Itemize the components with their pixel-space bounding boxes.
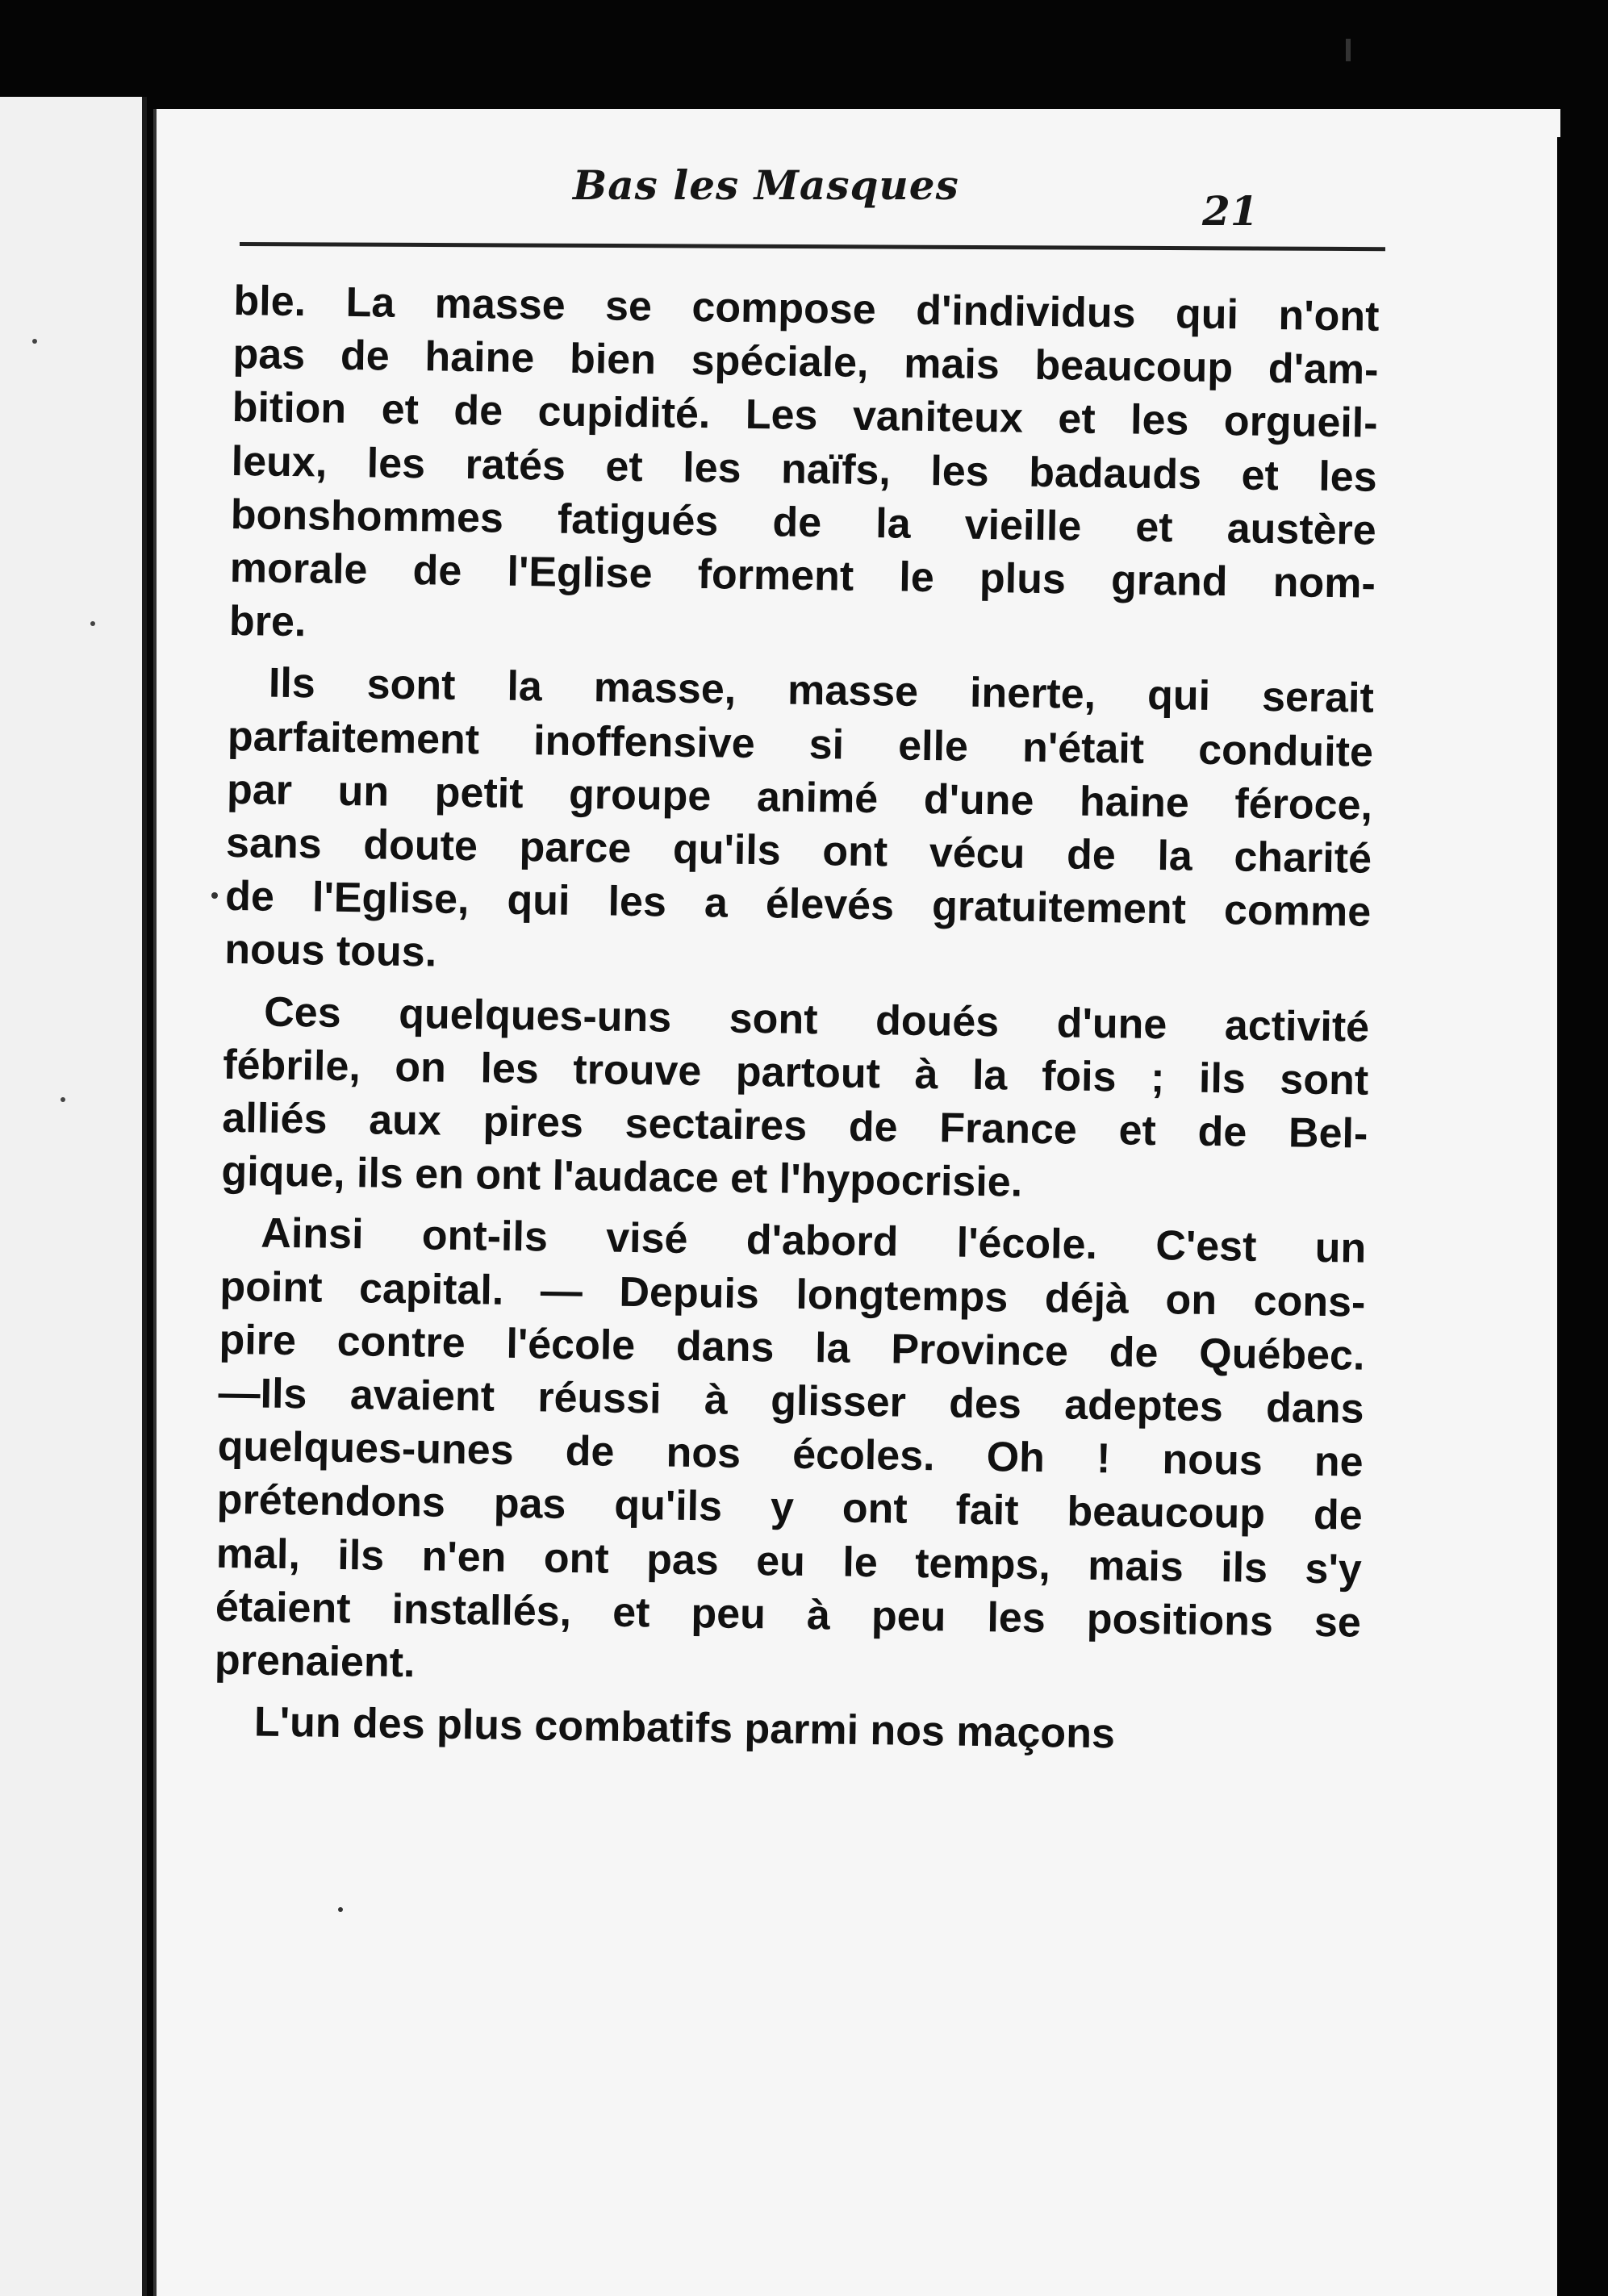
paragraph <box>215 1206 1367 1703</box>
text-line: étaient installés, et peu à peu les positions se <box>215 1583 1362 1647</box>
scan-dark-margin <box>1557 137 1608 2296</box>
text-line: ble. La masse se compose d'individus qui n'ont <box>233 277 1380 340</box>
text-line: prétendons pas qu'ils y ont fait beaucoup de <box>216 1476 1364 1540</box>
paragraph <box>229 274 1380 664</box>
scan-speck <box>32 339 37 344</box>
text-line: quelques-unes de nos écoles. Oh ! nous ne <box>217 1423 1364 1486</box>
running-title: Bas les Masques <box>573 161 959 209</box>
text-line: pas de haine bien spéciale, mais beaucoup d'am- <box>232 331 1379 394</box>
paragraph <box>221 985 1370 1215</box>
text-line: bre. <box>228 598 307 646</box>
scan-speck <box>61 1097 65 1102</box>
text-line: gique, ils en ont l'audace et l'hypocrisie. <box>221 1148 1023 1206</box>
text-line: pire contre l'école dans la Province de Québec. <box>219 1316 1365 1380</box>
text-line: alliés aux pires sectaires de France et de Bel- <box>221 1094 1368 1158</box>
text-line: Ils sont la masse, masse inerte, qui serait <box>268 660 1375 723</box>
text-line: Ces quelques-uns sont doués d'une activité <box>263 988 1370 1051</box>
text-line: sans doute parce qu'ils ont vécu de la charité <box>225 819 1372 883</box>
text-line: morale de l'Eglise forment le plus grand nom- <box>229 544 1376 607</box>
text-line: prenaient. <box>214 1636 416 1687</box>
text-line: de l'Eglise, qui les a élevés gratuitement comme <box>224 873 1372 936</box>
text-line: mal, ils n'en ont pas eu le temps, mais ils s'y <box>215 1530 1363 1593</box>
text-line: point capital. — Depuis longtemps déjà on cons- <box>219 1263 1366 1326</box>
text-line: parfaitement inoffensive si elle n'était conduite <box>227 712 1374 776</box>
text-line: L'un des plus combatifs parmi nos maçons <box>253 1698 1116 1758</box>
text-line: Ainsi ont-ils visé d'abord l'école. C'est un <box>260 1210 1367 1273</box>
scan-speck <box>90 621 95 626</box>
left-facing-page-edge <box>0 97 147 2296</box>
text-line: leux, les ratés et les naïfs, les badauds et les <box>231 437 1378 501</box>
paragraph <box>224 656 1374 992</box>
text-line: nous tous. <box>223 926 437 977</box>
text-line: fébrile, on les trouve partout à la fois ; ils sont <box>222 1041 1369 1104</box>
text-line: par un petit groupe animé d'une haine féroce, <box>226 766 1373 829</box>
scan-mark <box>211 892 218 899</box>
text-line: —Ils avaient réussi à glisser des adeptes dans <box>218 1369 1364 1433</box>
scan-mark <box>338 1907 343 1912</box>
body-text <box>213 274 1380 1772</box>
text-line: bonshommes fatigués de la vieille et austère <box>230 491 1377 554</box>
page-number: 21 <box>1202 187 1259 235</box>
paragraph <box>213 1695 1359 1764</box>
text-line: bition et de cupidité. Les vaniteux et les orgueil- <box>232 384 1378 448</box>
scan-mark <box>1346 39 1351 61</box>
